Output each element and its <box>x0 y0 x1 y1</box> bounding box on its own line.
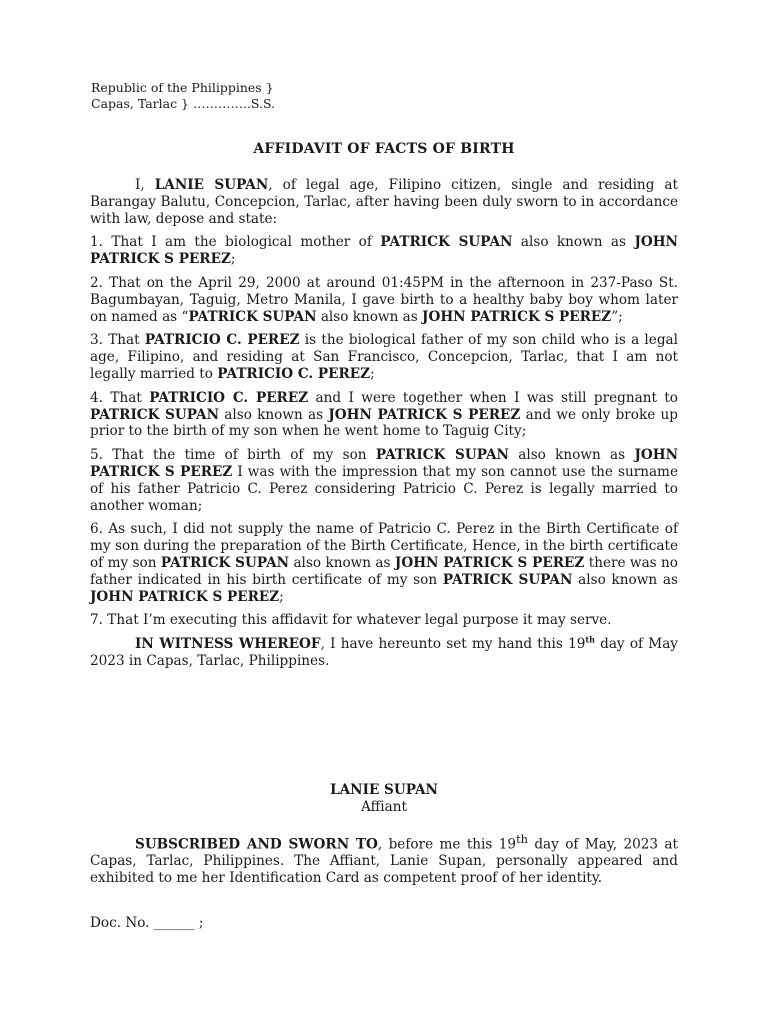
paragraph-text: and we only broke up prior to the birth of my son when he went home to Taguig City; <box>90 406 678 440</box>
paragraph-text: 1. That I am the biological mother of <box>90 234 381 251</box>
bold-name: JOHN PATRICK S PEREZ <box>394 554 585 571</box>
bold-name: PATRICK SUPAN <box>160 554 290 571</box>
paragraph-text: , before me this 19 <box>377 836 517 853</box>
document-title: AFFIDAVIT OF FACTS OF BIRTH <box>253 141 515 157</box>
bold-name: JOHN PATRICK S PEREZ <box>422 308 612 325</box>
affidavit-body <box>90 177 678 677</box>
paragraph-text: there was no father indicated in his birth certificate of my son <box>90 554 678 588</box>
bold-name: PATRICK SUPAN <box>90 406 219 423</box>
bold-name: JOHN PATRICK S PEREZ <box>328 406 521 423</box>
intro-text: I, <box>135 177 155 193</box>
affiant-signature-block <box>0 782 768 816</box>
affiant-name-bold: LANIE SUPAN <box>154 177 269 193</box>
intro-text: , of legal age, Filipino citizen, single and residing at Barangay Balutu, Concepcion, Tarlac, after having been duly sworn to in accordance with law, depose and state: <box>90 177 678 227</box>
bold-name: JOHN PATRICK S PEREZ <box>90 234 678 268</box>
paragraph-2 <box>90 275 678 325</box>
witness-paragraph <box>90 636 678 670</box>
paragraph-text: ; <box>279 588 284 605</box>
ordinal-suffix: th <box>585 634 595 645</box>
bold-name: PATRICK SUPAN <box>442 571 573 588</box>
bold-name: PATRICIO C. PEREZ <box>217 365 371 382</box>
paragraph-text: also known as <box>508 447 635 464</box>
jurat-paragraph <box>90 831 678 887</box>
bold-name: PATRICK SUPAN <box>188 308 317 325</box>
paragraph-text: day of May, 2023 at Capas, Tarlac, Philippines. The Affiant, Lanie Supan, personally appeared and exhibited to me her Identification Card as competent proof of her identity. <box>90 836 679 887</box>
paragraph-text: also known as <box>289 554 395 571</box>
bold-name: PATRICIO C. PEREZ <box>149 389 309 406</box>
affiant-role: Affiant <box>361 799 407 815</box>
bold-name: PATRICK SUPAN <box>375 447 509 464</box>
paragraph-text: 7. That I’m executing this affidavit for whatever legal purpose it may serve. <box>90 612 612 629</box>
paragraph-text: also known as <box>316 308 423 325</box>
intro-paragraph <box>90 177 678 227</box>
paragraph-text: also known as <box>219 406 329 423</box>
paragraph-text: 4. That <box>90 389 150 406</box>
doc-number-line: Doc. No. ______ ; <box>90 915 204 931</box>
venue-line-city: Capas, Tarlac } …………..S.S. <box>91 96 276 111</box>
paragraph-7 <box>90 612 678 629</box>
paragraph-text: 5. That the time of birth of my son <box>90 447 376 464</box>
paragraph-text: also known as <box>512 234 635 251</box>
bold-name: PATRICIO C. PEREZ <box>144 332 300 349</box>
paragraph-text: ”; <box>611 308 623 325</box>
paragraph-text: 6. As such, I did not supply the name of Patricio C. Perez in the Birth Certificate of my son during the preparation of the Birth Certificate, Hence, in the birth certificate of my son <box>90 521 678 571</box>
paragraph-5 <box>90 447 678 514</box>
venue-block <box>91 80 275 112</box>
paragraph-text: I was with the impression that my son cannot use the surname of his father Patricio C. Perez considering Patricio C. Perez is legally married to another woman; <box>90 463 678 514</box>
paragraph-6 <box>90 521 678 605</box>
ordinal-suffix: th <box>516 832 528 846</box>
paragraph-text: also known as <box>572 571 678 588</box>
bold-name: JOHN PATRICK S PEREZ <box>90 447 679 480</box>
paragraph-3 <box>90 332 678 382</box>
paragraph-1 <box>90 234 678 268</box>
paragraph-text: ; <box>230 251 236 268</box>
witness-heading: IN WITNESS WHEREOF <box>135 636 321 653</box>
jurat-heading: SUBSCRIBED AND SWORN TO <box>135 836 378 853</box>
paragraph-text: is the biological father of my son child who is a legal age, Filipino, and residing at San Francisco, Concepcion, Tarlac, that I am not legally married to <box>90 332 678 382</box>
paragraph-text: , I have hereunto set my hand this 19 <box>320 636 586 653</box>
paragraph-text: 3. That <box>90 332 145 349</box>
bold-name: PATRICK SUPAN <box>380 234 513 251</box>
paragraph-text: ; <box>370 365 375 382</box>
paragraph-text: day of May 2023 in Capas, Tarlac, Philippines. <box>90 636 678 669</box>
paragraph-text: 2. That on the April 29, 2000 at around 01:45PM in the afternoon in 237-Paso St. Bagumbayan, Taguig, Metro Manila, I gave birth to a healthy baby boy whom later on named as “ <box>90 274 678 325</box>
affiant-name: LANIE SUPAN <box>330 782 438 798</box>
paragraph-text: and I were together when I was still pregnant to <box>308 389 678 406</box>
paragraph-4 <box>90 390 678 440</box>
venue-line-country: Republic of the Philippines } <box>91 80 274 95</box>
bold-name: JOHN PATRICK S PEREZ <box>90 588 280 605</box>
